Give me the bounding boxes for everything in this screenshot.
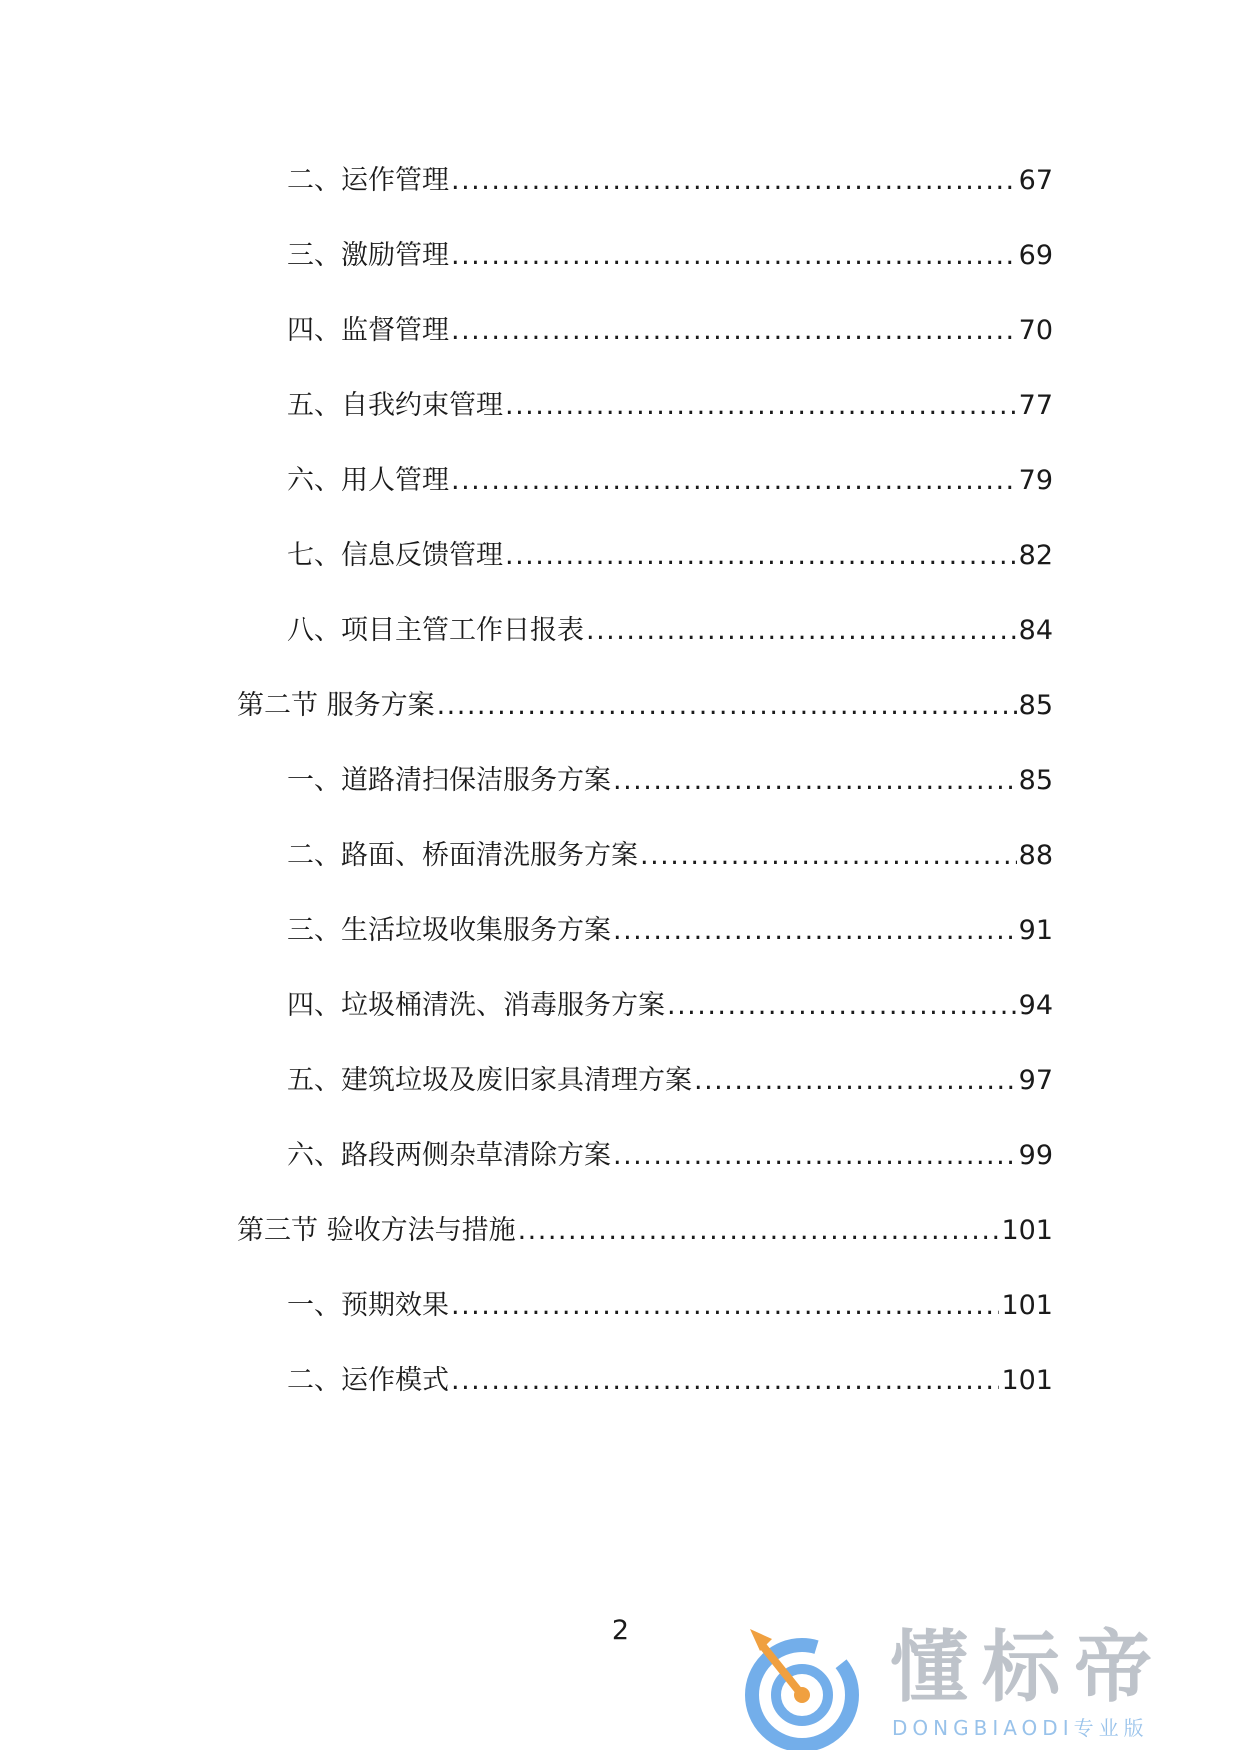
toc-dot-leader xyxy=(586,614,1017,648)
toc-entry-title: 五、自我约束管理 xyxy=(287,390,503,421)
toc-dot-leader xyxy=(451,1364,999,1398)
toc-entry-page: 101 xyxy=(1001,1215,1053,1246)
toc-dot-leader xyxy=(505,539,1017,573)
toc-entry-page: 101 xyxy=(1001,1290,1053,1321)
toc-dot-leader xyxy=(667,989,1017,1023)
toc-entry-title: 六、用人管理 xyxy=(287,465,449,496)
toc-entry-page: 85 xyxy=(1018,690,1053,721)
toc-entry[interactable] xyxy=(287,383,1053,423)
toc-entry-title: 七、信息反馈管理 xyxy=(287,540,503,571)
toc-entry-page: 67 xyxy=(1018,165,1053,196)
toc-dot-leader xyxy=(451,164,1017,198)
toc-entry-title: 二、路面、桥面清洗服务方案 xyxy=(287,840,638,871)
toc-entry-title: 第二节 服务方案 xyxy=(237,690,435,721)
toc-entry-page: 82 xyxy=(1018,540,1053,571)
toc-entry[interactable] xyxy=(287,1358,1053,1398)
brand-watermark xyxy=(740,1615,1230,1750)
toc-entry-title: 二、运作管理 xyxy=(287,165,449,196)
brand-subtitle: DONGBIAODI专业版 xyxy=(892,1716,1149,1740)
toc-entry-page: 84 xyxy=(1018,615,1053,646)
toc-entry-page: 97 xyxy=(1018,1065,1053,1096)
toc-entry-page: 101 xyxy=(1001,1365,1053,1396)
toc-entry-page: 94 xyxy=(1018,990,1053,1021)
toc-entry-title: 二、运作模式 xyxy=(287,1365,449,1396)
toc-entry-page: 99 xyxy=(1018,1140,1053,1171)
toc-entry-title: 四、垃圾桶清洗、消毒服务方案 xyxy=(287,990,665,1021)
toc-dot-leader xyxy=(613,1139,1017,1173)
toc-section-entry[interactable] xyxy=(237,683,1053,723)
toc-entry-page: 85 xyxy=(1018,765,1053,796)
toc-entry-page: 91 xyxy=(1018,915,1053,946)
toc-section-entry[interactable] xyxy=(237,1208,1053,1248)
toc-entry[interactable] xyxy=(287,608,1053,648)
toc-entry[interactable] xyxy=(287,308,1053,348)
toc-entry[interactable] xyxy=(287,458,1053,498)
toc-dot-leader xyxy=(451,239,1017,273)
toc-entry-title: 一、道路清扫保洁服务方案 xyxy=(287,765,611,796)
toc-dot-leader xyxy=(437,689,1017,723)
toc-entry[interactable] xyxy=(287,758,1053,798)
toc-entry[interactable] xyxy=(287,1058,1053,1098)
toc-dot-leader xyxy=(518,1214,1000,1248)
toc-entry-page: 79 xyxy=(1018,465,1053,496)
brand-name: 懂标帝 xyxy=(890,1623,1167,1713)
toc-entry-page: 77 xyxy=(1018,390,1053,421)
toc-entry-page: 70 xyxy=(1018,315,1053,346)
toc-entry-title: 三、激励管理 xyxy=(287,240,449,271)
toc-entry-title: 八、项目主管工作日报表 xyxy=(287,615,584,646)
toc-entry[interactable] xyxy=(287,158,1053,198)
toc-dot-leader xyxy=(451,314,1017,348)
toc-entry[interactable] xyxy=(287,233,1053,273)
toc-entry[interactable] xyxy=(287,833,1053,873)
target-dart-icon xyxy=(740,1615,870,1750)
toc-entry-title: 六、路段两侧杂草清除方案 xyxy=(287,1140,611,1171)
toc-entry[interactable] xyxy=(287,1283,1053,1323)
toc-entry-title: 四、监督管理 xyxy=(287,315,449,346)
toc-entry[interactable] xyxy=(287,533,1053,573)
toc-entry-title: 三、生活垃圾收集服务方案 xyxy=(287,915,611,946)
toc-entry-title: 一、预期效果 xyxy=(287,1290,449,1321)
toc-dot-leader xyxy=(451,1289,999,1323)
page-number: 2 xyxy=(611,1615,630,1646)
toc-entry[interactable] xyxy=(287,983,1053,1023)
toc-dot-leader xyxy=(613,764,1017,798)
toc-entry[interactable] xyxy=(287,1133,1053,1173)
toc-dot-leader xyxy=(505,389,1017,423)
toc-entry-page: 69 xyxy=(1018,240,1053,271)
toc-dot-leader xyxy=(613,914,1017,948)
toc-dot-leader xyxy=(694,1064,1017,1098)
toc-dot-leader xyxy=(640,839,1017,873)
toc-entry-title: 五、建筑垃圾及废旧家具清理方案 xyxy=(287,1065,692,1096)
toc-dot-leader xyxy=(451,464,1017,498)
toc-entry[interactable] xyxy=(287,908,1053,948)
toc-entry-page: 88 xyxy=(1018,840,1053,871)
toc-entry-title: 第三节 验收方法与措施 xyxy=(237,1215,516,1246)
